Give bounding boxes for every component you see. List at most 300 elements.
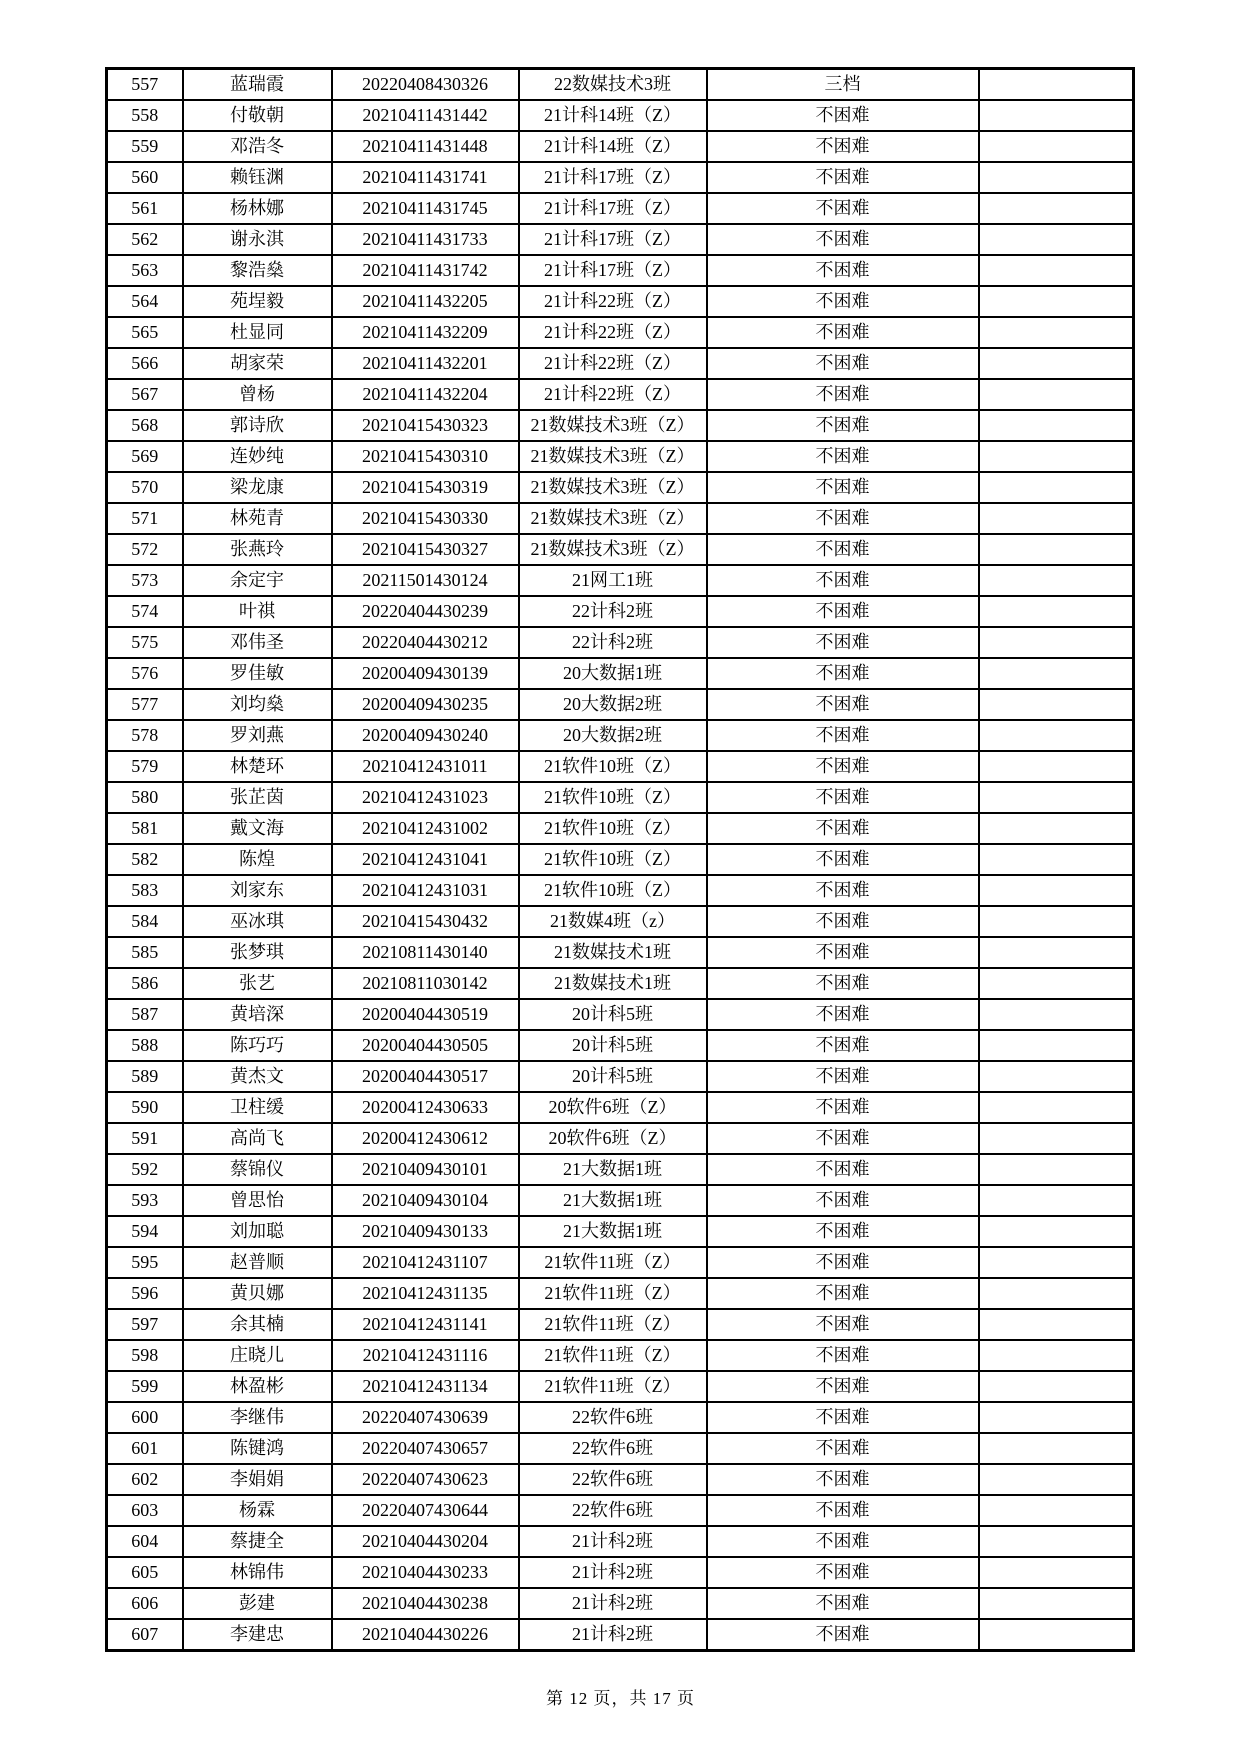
student-id-cell: 20210412431002 — [332, 813, 519, 844]
row-number-cell: 578 — [107, 720, 183, 751]
table-row — [107, 1340, 1134, 1371]
name-cell: 刘加聪 — [183, 1216, 332, 1247]
name-cell: 高尚飞 — [183, 1123, 332, 1154]
status-cell: 不困难 — [707, 100, 979, 131]
status-cell: 不困难 — [707, 1588, 979, 1619]
note-cell — [979, 348, 1134, 379]
status-cell: 不困难 — [707, 162, 979, 193]
table-row — [107, 472, 1134, 503]
student-table-body — [107, 69, 1134, 1651]
student-id-cell: 20210415430319 — [332, 472, 519, 503]
student-id-cell: 20210411431745 — [332, 193, 519, 224]
note-cell — [979, 596, 1134, 627]
class-cell: 21数媒技术3班（Z） — [519, 441, 707, 472]
note-cell — [979, 1278, 1134, 1309]
class-cell: 21软件11班（Z） — [519, 1371, 707, 1402]
student-id-cell: 20210811030142 — [332, 968, 519, 999]
class-cell: 20软件6班（Z） — [519, 1123, 707, 1154]
status-cell: 不困难 — [707, 348, 979, 379]
status-cell: 不困难 — [707, 689, 979, 720]
table-row — [107, 1092, 1134, 1123]
table-row — [107, 844, 1134, 875]
student-id-cell: 20210412431011 — [332, 751, 519, 782]
note-cell — [979, 1495, 1134, 1526]
student-id-cell: 20220404430239 — [332, 596, 519, 627]
table-row — [107, 813, 1134, 844]
name-cell: 黄杰文 — [183, 1061, 332, 1092]
class-cell: 21软件11班（Z） — [519, 1309, 707, 1340]
table-row — [107, 379, 1134, 410]
class-cell: 21软件10班（Z） — [519, 844, 707, 875]
name-cell: 蔡捷全 — [183, 1526, 332, 1557]
note-cell — [979, 193, 1134, 224]
row-number-cell: 599 — [107, 1371, 183, 1402]
class-cell: 21计科2班 — [519, 1619, 707, 1651]
student-id-cell: 20210411431733 — [332, 224, 519, 255]
status-cell: 不困难 — [707, 224, 979, 255]
status-cell: 不困难 — [707, 317, 979, 348]
student-id-cell: 20200404430517 — [332, 1061, 519, 1092]
class-cell: 20软件6班（Z） — [519, 1092, 707, 1123]
table-row — [107, 1030, 1134, 1061]
name-cell: 杜显同 — [183, 317, 332, 348]
student-id-cell: 20200409430139 — [332, 658, 519, 689]
row-number-cell: 565 — [107, 317, 183, 348]
note-cell — [979, 69, 1134, 101]
note-cell — [979, 1526, 1134, 1557]
table-row — [107, 193, 1134, 224]
student-id-cell: 20210411432205 — [332, 286, 519, 317]
row-number-cell: 584 — [107, 906, 183, 937]
status-cell: 不困难 — [707, 968, 979, 999]
note-cell — [979, 1340, 1134, 1371]
student-id-cell: 20210404430238 — [332, 1588, 519, 1619]
name-cell: 林锦伟 — [183, 1557, 332, 1588]
class-cell: 21软件11班（Z） — [519, 1247, 707, 1278]
class-cell: 22软件6班 — [519, 1464, 707, 1495]
row-number-cell: 560 — [107, 162, 183, 193]
class-cell: 21计科17班（Z） — [519, 255, 707, 286]
note-cell — [979, 906, 1134, 937]
status-cell: 不困难 — [707, 1030, 979, 1061]
student-id-cell: 20200412430633 — [332, 1092, 519, 1123]
student-id-cell: 20210411431742 — [332, 255, 519, 286]
row-number-cell: 597 — [107, 1309, 183, 1340]
name-cell: 赖钰渊 — [183, 162, 332, 193]
row-number-cell: 596 — [107, 1278, 183, 1309]
row-number-cell: 590 — [107, 1092, 183, 1123]
name-cell: 林苑青 — [183, 503, 332, 534]
class-cell: 21软件10班（Z） — [519, 813, 707, 844]
table-row — [107, 1557, 1134, 1588]
status-cell: 不困难 — [707, 472, 979, 503]
status-cell: 不困难 — [707, 565, 979, 596]
note-cell — [979, 844, 1134, 875]
student-id-cell: 20220407430639 — [332, 1402, 519, 1433]
student-id-cell: 20210415430310 — [332, 441, 519, 472]
row-number-cell: 589 — [107, 1061, 183, 1092]
status-cell: 不困难 — [707, 1557, 979, 1588]
student-id-cell: 20210411431741 — [332, 162, 519, 193]
student-status-table — [105, 67, 1135, 1652]
row-number-cell: 579 — [107, 751, 183, 782]
status-cell: 不困难 — [707, 1092, 979, 1123]
status-cell: 不困难 — [707, 1216, 979, 1247]
name-cell: 曾思怡 — [183, 1185, 332, 1216]
note-cell — [979, 224, 1134, 255]
row-number-cell: 575 — [107, 627, 183, 658]
name-cell: 戴文海 — [183, 813, 332, 844]
class-cell: 22数媒技术3班 — [519, 69, 707, 101]
name-cell: 李继伟 — [183, 1402, 332, 1433]
table-row — [107, 317, 1134, 348]
class-cell: 21数媒技术3班（Z） — [519, 410, 707, 441]
row-number-cell: 570 — [107, 472, 183, 503]
row-number-cell: 557 — [107, 69, 183, 101]
table-row — [107, 286, 1134, 317]
status-cell: 不困难 — [707, 286, 979, 317]
row-number-cell: 594 — [107, 1216, 183, 1247]
class-cell: 21计科22班（Z） — [519, 348, 707, 379]
student-id-cell: 20210412431107 — [332, 1247, 519, 1278]
status-cell: 不困难 — [707, 1061, 979, 1092]
row-number-cell: 607 — [107, 1619, 183, 1651]
row-number-cell: 568 — [107, 410, 183, 441]
name-cell: 张艺 — [183, 968, 332, 999]
name-cell: 刘均燊 — [183, 689, 332, 720]
row-number-cell: 571 — [107, 503, 183, 534]
name-cell: 林盈彬 — [183, 1371, 332, 1402]
class-cell: 20计科5班 — [519, 1061, 707, 1092]
table-row — [107, 224, 1134, 255]
student-id-cell: 20200404430505 — [332, 1030, 519, 1061]
note-cell — [979, 255, 1134, 286]
note-cell — [979, 441, 1134, 472]
class-cell: 21数媒技术1班 — [519, 937, 707, 968]
name-cell: 黄贝娜 — [183, 1278, 332, 1309]
class-cell: 22计科2班 — [519, 627, 707, 658]
class-cell: 21计科2班 — [519, 1526, 707, 1557]
class-cell: 21大数据1班 — [519, 1154, 707, 1185]
row-number-cell: 572 — [107, 534, 183, 565]
note-cell — [979, 131, 1134, 162]
note-cell — [979, 1092, 1134, 1123]
note-cell — [979, 720, 1134, 751]
row-number-cell: 601 — [107, 1433, 183, 1464]
status-cell: 不困难 — [707, 782, 979, 813]
table-row — [107, 689, 1134, 720]
class-cell: 21数媒技术1班 — [519, 968, 707, 999]
class-cell: 21计科17班（Z） — [519, 162, 707, 193]
note-cell — [979, 813, 1134, 844]
student-id-cell: 20210412431141 — [332, 1309, 519, 1340]
table-row — [107, 720, 1134, 751]
table-row — [107, 627, 1134, 658]
table-row — [107, 410, 1134, 441]
note-cell — [979, 503, 1134, 534]
student-id-cell: 20210409430104 — [332, 1185, 519, 1216]
student-id-cell: 20210415430432 — [332, 906, 519, 937]
table-row — [107, 1278, 1134, 1309]
status-cell: 不困难 — [707, 1278, 979, 1309]
student-id-cell: 20210411432201 — [332, 348, 519, 379]
note-cell — [979, 782, 1134, 813]
table-row — [107, 1588, 1134, 1619]
note-cell — [979, 286, 1134, 317]
row-number-cell: 567 — [107, 379, 183, 410]
status-cell: 不困难 — [707, 379, 979, 410]
note-cell — [979, 1061, 1134, 1092]
student-id-cell: 20210411431442 — [332, 100, 519, 131]
name-cell: 余定宇 — [183, 565, 332, 596]
table-row — [107, 162, 1134, 193]
table-row — [107, 596, 1134, 627]
student-id-cell: 20210409430101 — [332, 1154, 519, 1185]
status-cell: 不困难 — [707, 410, 979, 441]
name-cell: 罗刘燕 — [183, 720, 332, 751]
row-number-cell: 602 — [107, 1464, 183, 1495]
class-cell: 21软件10班（Z） — [519, 782, 707, 813]
class-cell: 21数媒技术3班（Z） — [519, 503, 707, 534]
status-cell: 不困难 — [707, 1123, 979, 1154]
note-cell — [979, 999, 1134, 1030]
status-cell: 不困难 — [707, 720, 979, 751]
name-cell: 黄培深 — [183, 999, 332, 1030]
class-cell: 21大数据1班 — [519, 1216, 707, 1247]
student-id-cell: 20210412431031 — [332, 875, 519, 906]
class-cell: 20计科5班 — [519, 999, 707, 1030]
table-row — [107, 348, 1134, 379]
note-cell — [979, 1619, 1134, 1651]
student-id-cell: 20210811430140 — [332, 937, 519, 968]
name-cell: 梁龙康 — [183, 472, 332, 503]
class-cell: 21计科22班（Z） — [519, 317, 707, 348]
class-cell: 21数媒4班（z） — [519, 906, 707, 937]
row-number-cell: 559 — [107, 131, 183, 162]
class-cell: 22软件6班 — [519, 1433, 707, 1464]
table-row — [107, 1247, 1134, 1278]
status-cell: 不困难 — [707, 1464, 979, 1495]
student-id-cell: 20210412431041 — [332, 844, 519, 875]
row-number-cell: 574 — [107, 596, 183, 627]
student-id-cell: 20210412431134 — [332, 1371, 519, 1402]
status-cell: 不困难 — [707, 534, 979, 565]
note-cell — [979, 627, 1134, 658]
status-cell: 不困难 — [707, 1619, 979, 1651]
row-number-cell: 582 — [107, 844, 183, 875]
row-number-cell: 585 — [107, 937, 183, 968]
status-cell: 不困难 — [707, 1247, 979, 1278]
status-cell: 不困难 — [707, 627, 979, 658]
row-number-cell: 588 — [107, 1030, 183, 1061]
class-cell: 21计科22班（Z） — [519, 286, 707, 317]
note-cell — [979, 410, 1134, 441]
note-cell — [979, 1123, 1134, 1154]
student-id-cell: 20220407430644 — [332, 1495, 519, 1526]
student-id-cell: 20200409430235 — [332, 689, 519, 720]
note-cell — [979, 1588, 1134, 1619]
status-cell: 不困难 — [707, 441, 979, 472]
name-cell: 张燕玲 — [183, 534, 332, 565]
name-cell: 蔡锦仪 — [183, 1154, 332, 1185]
row-number-cell: 606 — [107, 1588, 183, 1619]
note-cell — [979, 1371, 1134, 1402]
row-number-cell: 576 — [107, 658, 183, 689]
table-row — [107, 1433, 1134, 1464]
row-number-cell: 573 — [107, 565, 183, 596]
table-row — [107, 1464, 1134, 1495]
status-cell: 三档 — [707, 69, 979, 101]
name-cell: 林楚环 — [183, 751, 332, 782]
status-cell: 不困难 — [707, 658, 979, 689]
status-cell: 不困难 — [707, 999, 979, 1030]
student-id-cell: 20210411432204 — [332, 379, 519, 410]
class-cell: 20大数据2班 — [519, 720, 707, 751]
note-cell — [979, 751, 1134, 782]
student-id-cell: 20220407430657 — [332, 1433, 519, 1464]
class-cell: 21软件10班（Z） — [519, 875, 707, 906]
row-number-cell: 591 — [107, 1123, 183, 1154]
note-cell — [979, 1247, 1134, 1278]
status-cell: 不困难 — [707, 131, 979, 162]
name-cell: 张芷茵 — [183, 782, 332, 813]
student-id-cell: 20210415430330 — [332, 503, 519, 534]
student-id-cell: 20210415430323 — [332, 410, 519, 441]
status-cell: 不困难 — [707, 937, 979, 968]
note-cell — [979, 968, 1134, 999]
table-row — [107, 751, 1134, 782]
table-row — [107, 1371, 1134, 1402]
class-cell: 21网工1班 — [519, 565, 707, 596]
student-id-cell: 20210411432209 — [332, 317, 519, 348]
table-row — [107, 565, 1134, 596]
note-cell — [979, 379, 1134, 410]
class-cell: 21计科2班 — [519, 1557, 707, 1588]
name-cell: 李娟娟 — [183, 1464, 332, 1495]
table-row — [107, 875, 1134, 906]
name-cell: 叶祺 — [183, 596, 332, 627]
table-row — [107, 1216, 1134, 1247]
status-cell: 不困难 — [707, 255, 979, 286]
row-number-cell: 566 — [107, 348, 183, 379]
name-cell: 曾杨 — [183, 379, 332, 410]
note-cell — [979, 1185, 1134, 1216]
name-cell: 赵普顺 — [183, 1247, 332, 1278]
name-cell: 余其楠 — [183, 1309, 332, 1340]
student-id-cell: 20210404430204 — [332, 1526, 519, 1557]
class-cell: 21软件11班（Z） — [519, 1278, 707, 1309]
student-id-cell: 20210411431448 — [332, 131, 519, 162]
note-cell — [979, 1216, 1134, 1247]
student-id-cell: 20220404430212 — [332, 627, 519, 658]
student-id-cell: 20210409430133 — [332, 1216, 519, 1247]
table-row — [107, 1154, 1134, 1185]
status-cell: 不困难 — [707, 1154, 979, 1185]
row-number-cell: 605 — [107, 1557, 183, 1588]
table-row — [107, 906, 1134, 937]
note-cell — [979, 472, 1134, 503]
row-number-cell: 587 — [107, 999, 183, 1030]
row-number-cell: 558 — [107, 100, 183, 131]
row-number-cell: 600 — [107, 1402, 183, 1433]
class-cell: 21大数据1班 — [519, 1185, 707, 1216]
student-id-cell: 20211501430124 — [332, 565, 519, 596]
row-number-cell: 577 — [107, 689, 183, 720]
table-row — [107, 255, 1134, 286]
row-number-cell: 562 — [107, 224, 183, 255]
class-cell: 20大数据2班 — [519, 689, 707, 720]
status-cell: 不困难 — [707, 875, 979, 906]
row-number-cell: 598 — [107, 1340, 183, 1371]
student-id-cell: 20200412430612 — [332, 1123, 519, 1154]
note-cell — [979, 937, 1134, 968]
note-cell — [979, 534, 1134, 565]
note-cell — [979, 565, 1134, 596]
table-row — [107, 534, 1134, 565]
name-cell: 谢永淇 — [183, 224, 332, 255]
name-cell: 陈巧巧 — [183, 1030, 332, 1061]
name-cell: 陈煌 — [183, 844, 332, 875]
row-number-cell: 603 — [107, 1495, 183, 1526]
class-cell: 21计科14班（Z） — [519, 100, 707, 131]
row-number-cell: 581 — [107, 813, 183, 844]
row-number-cell: 563 — [107, 255, 183, 286]
status-cell: 不困难 — [707, 1185, 979, 1216]
table-row — [107, 1495, 1134, 1526]
table-row — [107, 503, 1134, 534]
name-cell: 张梦琪 — [183, 937, 332, 968]
class-cell: 22软件6班 — [519, 1402, 707, 1433]
note-cell — [979, 100, 1134, 131]
row-number-cell: 580 — [107, 782, 183, 813]
name-cell: 刘家东 — [183, 875, 332, 906]
name-cell: 巫冰琪 — [183, 906, 332, 937]
table-row — [107, 1185, 1134, 1216]
name-cell: 连妙纯 — [183, 441, 332, 472]
status-cell: 不困难 — [707, 1309, 979, 1340]
table-row — [107, 782, 1134, 813]
page-footer: 第 12 页，共 17 页 — [546, 1689, 695, 1708]
note-cell — [979, 689, 1134, 720]
name-cell: 罗佳敏 — [183, 658, 332, 689]
name-cell: 黎浩燊 — [183, 255, 332, 286]
name-cell: 卫柱缓 — [183, 1092, 332, 1123]
row-number-cell: 561 — [107, 193, 183, 224]
row-number-cell: 595 — [107, 1247, 183, 1278]
note-cell — [979, 1557, 1134, 1588]
table-row — [107, 968, 1134, 999]
table-row — [107, 999, 1134, 1030]
row-number-cell: 586 — [107, 968, 183, 999]
name-cell: 陈键鸿 — [183, 1433, 332, 1464]
student-id-cell: 20200409430240 — [332, 720, 519, 751]
status-cell: 不困难 — [707, 751, 979, 782]
class-cell: 21计科17班（Z） — [519, 224, 707, 255]
status-cell: 不困难 — [707, 844, 979, 875]
student-id-cell: 20210404430233 — [332, 1557, 519, 1588]
status-cell: 不困难 — [707, 1340, 979, 1371]
row-number-cell: 569 — [107, 441, 183, 472]
note-cell — [979, 658, 1134, 689]
name-cell: 苑埕毅 — [183, 286, 332, 317]
status-cell: 不困难 — [707, 193, 979, 224]
table-row — [107, 1402, 1134, 1433]
table-row — [107, 1061, 1134, 1092]
table-row — [107, 69, 1134, 101]
student-id-cell: 20210412431023 — [332, 782, 519, 813]
table-row — [107, 100, 1134, 131]
student-id-cell: 20210415430327 — [332, 534, 519, 565]
